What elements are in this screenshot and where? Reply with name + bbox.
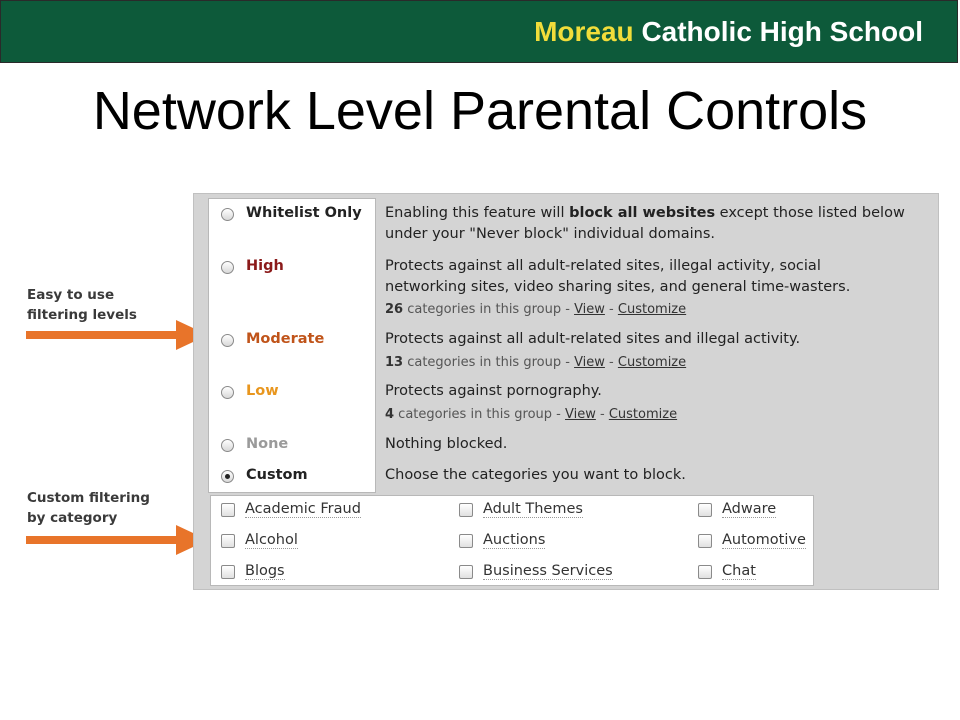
checkbox[interactable] (459, 503, 473, 517)
school-name (534, 16, 923, 48)
meta-text: categories in this group - (394, 407, 566, 422)
school-name-accent: Moreau (534, 16, 634, 47)
meta-sep: - (595, 407, 609, 422)
meta-sep: - (604, 302, 618, 317)
arrow-right-icon (26, 525, 208, 555)
level-desc-high (385, 256, 850, 298)
desc-text: Protects against all adult-related sites and illegal activity. (385, 331, 801, 347)
level-meta-low (385, 407, 677, 422)
checkbox[interactable] (221, 503, 235, 517)
desc-text: networking sites, video sharing sites, and general time-wasters. (385, 279, 851, 295)
radio-low[interactable] (221, 386, 234, 399)
school-name-rest: Catholic High School (641, 16, 923, 47)
radio-custom[interactable] (221, 470, 234, 483)
category-label: Blogs (245, 563, 285, 579)
level-label-whitelist: Whitelist Only (246, 205, 362, 221)
checkbox[interactable] (698, 534, 712, 548)
category-count: 13 (385, 355, 404, 370)
view-link[interactable]: View (574, 355, 605, 370)
header-banner (0, 0, 958, 63)
annotation-custom-line1: Custom filtering (27, 490, 150, 506)
radio-high[interactable] (221, 261, 234, 274)
view-link[interactable]: View (565, 407, 596, 422)
annotation-custom-line2: by category (27, 510, 118, 526)
checkbox[interactable] (459, 534, 473, 548)
radio-whitelist-only[interactable] (221, 208, 234, 221)
filtering-panel (193, 193, 939, 590)
checkbox[interactable] (221, 534, 235, 548)
category-label: Alcohol (245, 532, 298, 548)
level-meta-moderate (385, 355, 686, 370)
level-desc-whitelist (385, 203, 905, 245)
category-count: 26 (385, 302, 404, 317)
radio-moderate[interactable] (221, 334, 234, 347)
customize-link[interactable]: Customize (617, 302, 687, 317)
customize-link[interactable]: Customize (608, 407, 678, 422)
level-label-none: None (246, 436, 289, 452)
desc-bold: block all websites (569, 205, 716, 221)
category-label: Business Services (483, 563, 613, 579)
checkbox[interactable] (698, 565, 712, 579)
checkbox[interactable] (221, 565, 235, 579)
desc-text: Choose the categories you want to block. (385, 467, 686, 483)
desc-text: under your "Never block" individual domains. (385, 226, 715, 242)
desc-text: Nothing blocked. (385, 436, 508, 452)
category-label: Adware (722, 501, 777, 517)
level-label-moderate: Moderate (246, 331, 325, 347)
slide-title: Network Level Parental Controls (92, 81, 868, 141)
category-grid (210, 495, 814, 586)
category-label: Academic Fraud (245, 501, 361, 517)
desc-text: Protects against pornography. (385, 383, 602, 399)
category-count: 4 (385, 407, 395, 422)
level-meta-high (385, 302, 686, 317)
annotation-levels-line1: Easy to use (27, 287, 115, 303)
meta-text: categories in this group - (403, 355, 575, 370)
category-label: Chat (722, 563, 756, 579)
radio-none[interactable] (221, 439, 234, 452)
annotation-levels (27, 285, 137, 325)
level-label-high: High (246, 258, 284, 274)
annotation-levels-line2: filtering levels (27, 307, 137, 323)
meta-text: categories in this group - (403, 302, 575, 317)
level-desc-low (385, 381, 602, 402)
desc-text: Enabling this feature will (385, 205, 570, 221)
checkbox[interactable] (459, 565, 473, 579)
arrow-right-icon (26, 320, 208, 350)
level-label-custom: Custom (246, 467, 308, 483)
desc-text: Protects against all adult-related sites, illegal activity, social (385, 258, 821, 274)
level-label-low: Low (246, 383, 279, 399)
category-label: Adult Themes (483, 501, 583, 517)
customize-link[interactable]: Customize (617, 355, 687, 370)
level-desc-moderate (385, 329, 800, 350)
level-desc-none (385, 434, 507, 455)
checkbox[interactable] (698, 503, 712, 517)
annotation-custom (27, 488, 150, 528)
view-link[interactable]: View (574, 302, 605, 317)
meta-sep: - (604, 355, 618, 370)
desc-text: except those listed below (715, 205, 905, 221)
category-label: Automotive (722, 532, 806, 548)
level-desc-custom (385, 465, 686, 486)
category-label: Auctions (483, 532, 546, 548)
